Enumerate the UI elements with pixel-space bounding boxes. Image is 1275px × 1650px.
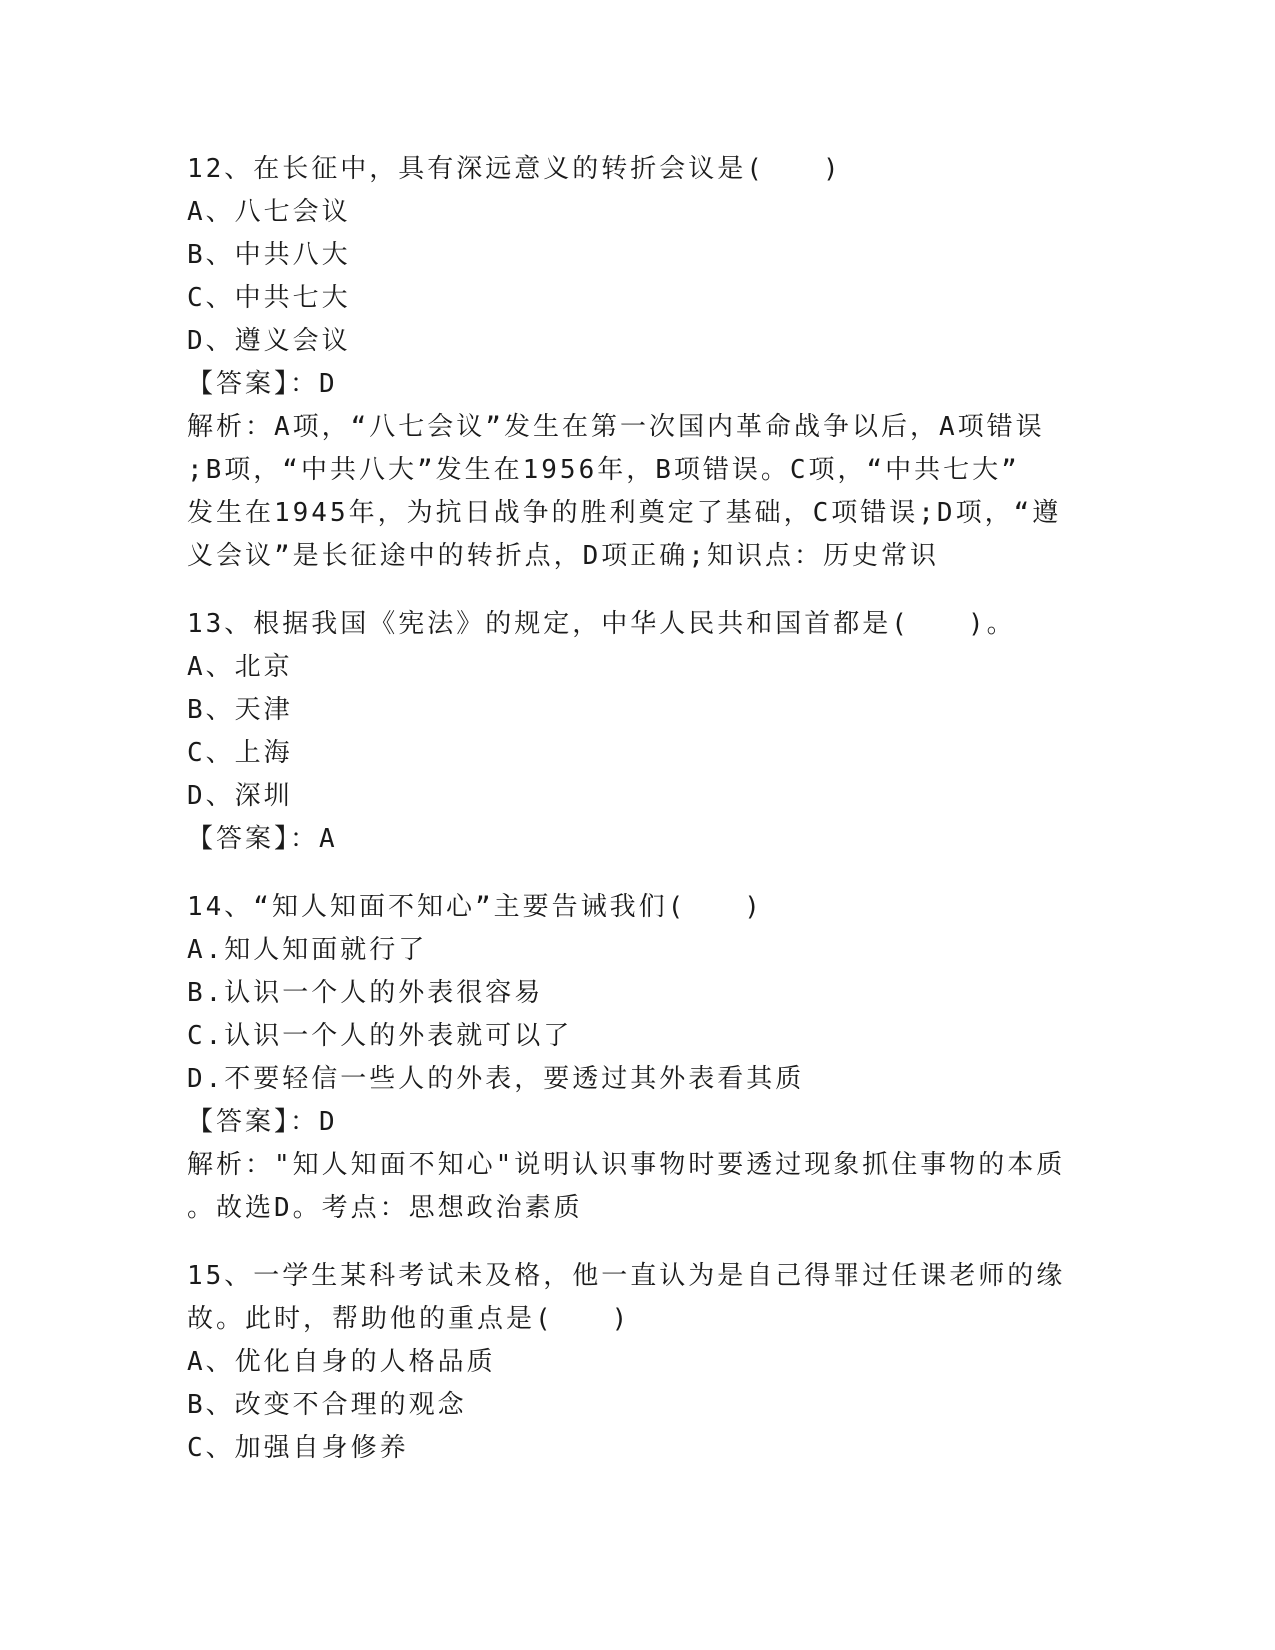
option-d: D.不要轻信一些人的外表，要透过其外表看其质: [187, 1064, 805, 1094]
option-a: A.知人知面就行了: [187, 935, 428, 965]
question-stem: 14、“知人知面不知心”主要告诫我们( ): [187, 892, 763, 922]
question-13: [187, 603, 1087, 861]
question-14: [187, 886, 1087, 1230]
option-a: A、优化自身的人格品质: [187, 1347, 496, 1377]
option-a: A、八七会议: [187, 197, 351, 227]
question-stem: 13、根据我国《宪法》的规定，中华人民共和国首都是( )。: [187, 609, 1016, 639]
option-d: D、深圳: [187, 781, 293, 811]
answer-line: 【答案】：D: [187, 1107, 338, 1137]
option-c: C、上海: [187, 738, 293, 768]
answer-line: 【答案】：A: [187, 824, 338, 854]
question-12: [187, 148, 1087, 578]
question-15: [187, 1255, 1087, 1470]
option-b: B、改变不合理的观念: [187, 1390, 467, 1420]
option-c: C.认识一个人的外表就可以了: [187, 1021, 573, 1051]
option-b: B.认识一个人的外表很容易: [187, 978, 544, 1008]
option-c: C、中共七大: [187, 283, 351, 313]
analysis-line: 。故选D。考点：思想政治素质: [187, 1193, 583, 1223]
analysis-line: ;B项，“中共八大”发生在1956年，B项错误。C项，“中共七大”: [187, 455, 1020, 485]
question-stem: 12、在长征中，具有深远意义的转折会议是( ): [187, 154, 842, 184]
option-d: D、遵义会议: [187, 326, 351, 356]
document-page: [187, 148, 1087, 1495]
option-b: B、天津: [187, 695, 293, 725]
analysis-line: 义会议”是长征途中的转折点，D项正确;知识点：历史常识: [187, 541, 939, 571]
option-c: C、加强自身修养: [187, 1433, 409, 1463]
question-stem: 故。此时，帮助他的重点是( ): [187, 1304, 631, 1334]
option-b: B、中共八大: [187, 240, 351, 270]
analysis-line: 发生在1945年，为抗日战争的胜利奠定了基础，C项错误;D项，“遵: [187, 498, 1062, 528]
analysis-line: 解析："知人知面不知心"说明认识事物时要透过现象抓住事物的本质: [187, 1150, 1066, 1180]
answer-line: 【答案】：D: [187, 369, 338, 399]
option-a: A、北京: [187, 652, 293, 682]
question-stem: 15、一学生某科考试未及格，他一直认为是自己得罪过任课老师的缘: [187, 1261, 1066, 1291]
analysis-line: 解析：A项，“八七会议”发生在第一次国内革命战争以后，A项错误: [187, 412, 1045, 442]
